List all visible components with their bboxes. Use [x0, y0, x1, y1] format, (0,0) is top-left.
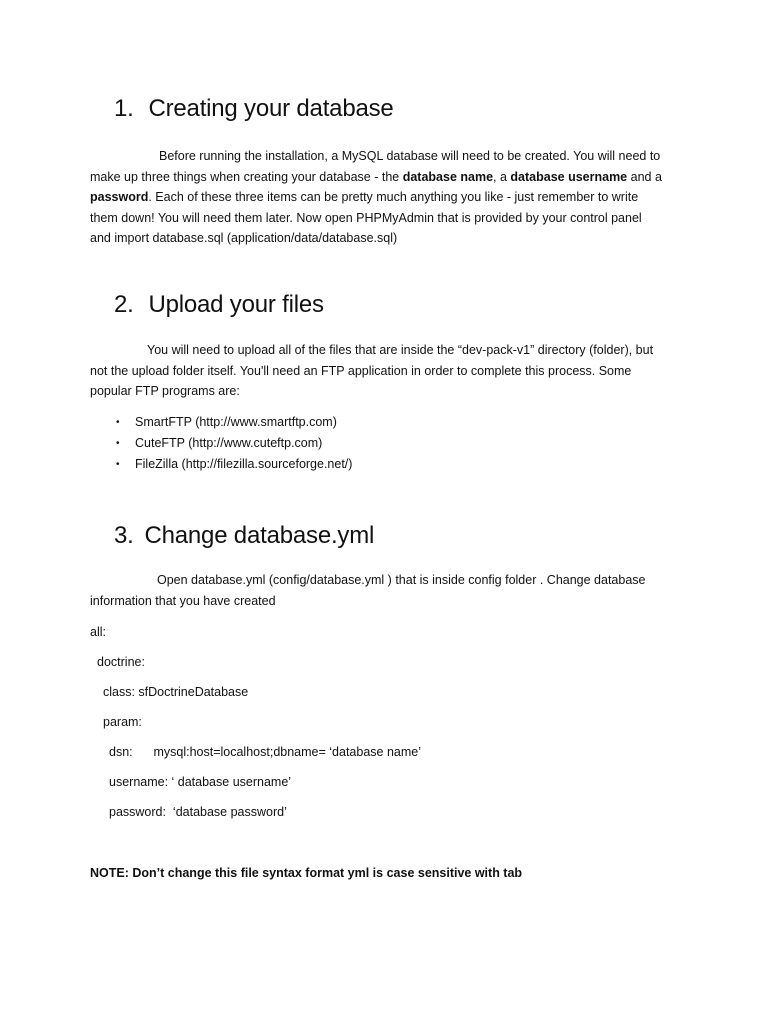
config-line-all: all: [90, 625, 106, 639]
config-line-class: class: sfDoctrineDatabase [103, 685, 249, 699]
section-2-paragraph [90, 340, 690, 402]
config-line-password: password: ‘database password’ [109, 805, 287, 819]
section-2-number: 2. [114, 291, 134, 318]
paragraph-line: and import database.sql (application/data/database.sql) [90, 231, 398, 245]
paragraph-line: Open database.yml (config/database.yml ) that is inside config folder . Change database [157, 573, 646, 587]
config-line-username: username: ‘ database username’ [109, 775, 292, 789]
paragraph-line: popular FTP programs are: [90, 384, 240, 398]
paragraph-line: password. Each of these three items can be pretty much anything you like - just remember to write [90, 190, 639, 204]
section-3-number: 3. [114, 522, 134, 549]
config-line-param: param: [103, 715, 142, 729]
paragraph-line: make up three things when creating your database - the database name, a database username and a [90, 169, 662, 184]
section-3-paragraph [90, 570, 690, 611]
ftp-program-list [116, 412, 352, 475]
paragraph-line: information that you have created [90, 593, 276, 608]
bullet-icon: • [116, 459, 120, 470]
section-2-heading [114, 291, 324, 319]
list-item: • CuteFTP (http://www.cuteftp.com) [116, 433, 352, 454]
section-1-heading [114, 95, 394, 123]
list-item: • FileZilla (http://filezilla.sourceforge.net/) [116, 454, 352, 475]
bullet-icon: • [116, 417, 120, 428]
config-line-doctrine: doctrine: [97, 655, 145, 669]
section-1-title: Creating your database [148, 95, 394, 122]
bold-term: database name [402, 169, 494, 184]
paragraph-line: not the upload folder itself. You'll need an FTP application in order to complete this process. Some [90, 363, 632, 378]
paragraph-line: You will need to upload all of the files that are inside the “dev-pack-v1” directory (folder), but [147, 343, 654, 357]
config-line-dsn: dsn: mysql:host=localhost;dbname= ‘database name’ [109, 745, 421, 759]
section-3-title: Change database.yml [144, 522, 375, 549]
bold-term: database username [510, 169, 628, 184]
bullet-icon: • [116, 438, 120, 449]
section-2-title: Upload your files [148, 291, 324, 318]
paragraph-line: Before running the installation, a MySQL database will need to be created. You will need to [159, 149, 661, 163]
paragraph-line: them down! You will need them later. Now open PHPMyAdmin that is provided by your control panel [90, 210, 642, 225]
section-1-paragraph [90, 146, 690, 249]
section-1-number: 1. [114, 95, 134, 122]
syntax-note: NOTE: Don’t change this file syntax format yml is case sensitive with tab [90, 866, 523, 880]
section-3-heading [114, 522, 374, 550]
bold-term: password [90, 190, 149, 204]
list-item: • SmartFTP (http://www.smartftp.com) [116, 412, 352, 433]
